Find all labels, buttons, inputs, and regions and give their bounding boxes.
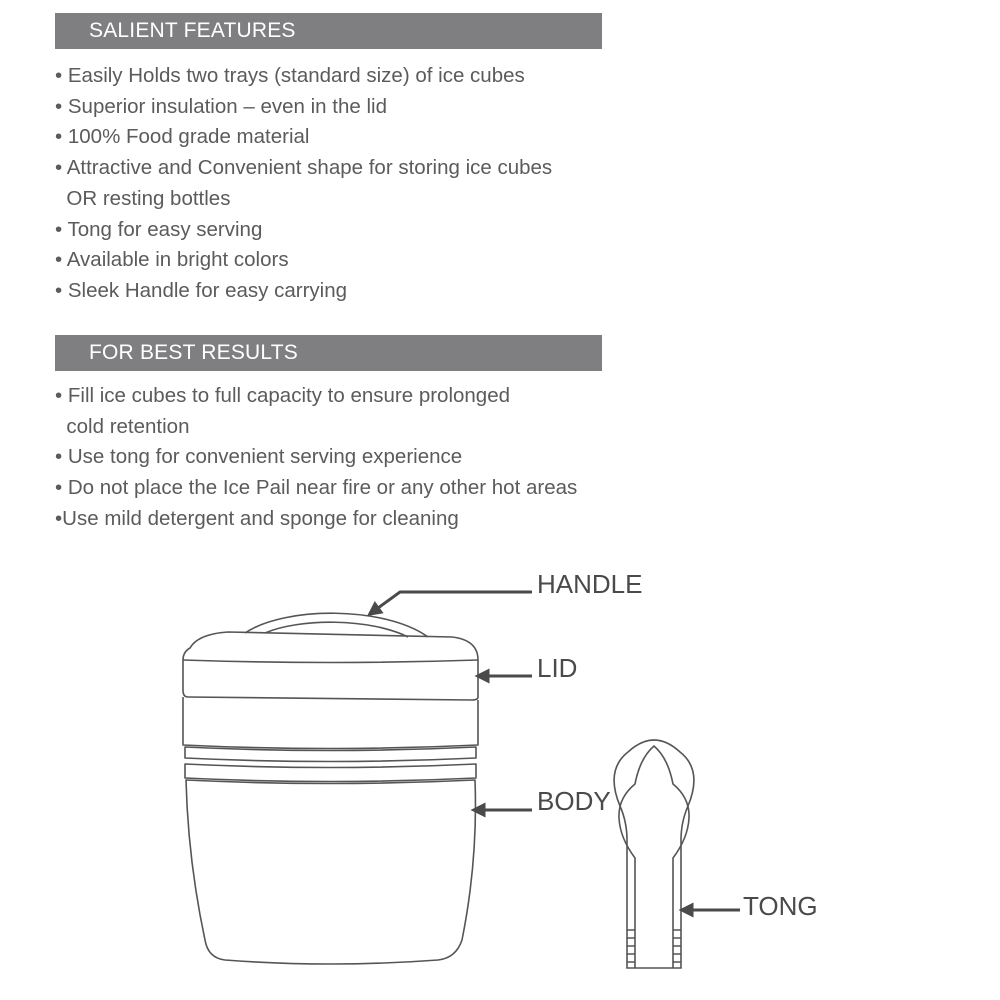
callout-arrows [378, 592, 740, 910]
list-item: • Attractive and Convenient shape for storing ice cubes [55, 156, 553, 180]
body-ring [185, 764, 476, 782]
ice-pail-drawing [183, 613, 478, 964]
lid-rim [183, 660, 478, 663]
list-item: • Do not place the Ice Pail near fire or any other hot areas [55, 476, 578, 500]
body-shape [186, 780, 475, 964]
list-item: • Sleek Handle for easy carrying [55, 278, 348, 302]
handle-label: HANDLE [537, 569, 643, 599]
lid-shape [183, 632, 478, 700]
tong-label: TONG [743, 891, 818, 921]
list-item: • 100% Food grade material [55, 125, 310, 149]
list-item: • Fill ice cubes to full capacity to ensure prolonged [55, 384, 511, 407]
tong-inner [619, 746, 689, 968]
list-item: • Available in bright colors [55, 248, 289, 272]
handle-arrow [378, 592, 532, 608]
list-item: OR resting bottles [55, 186, 231, 210]
body-label: BODY [537, 786, 611, 816]
body-band [183, 697, 478, 749]
list-item: •Use mild detergent and sponge for cleaning [55, 506, 459, 530]
best-results-heading: FOR BEST RESULTS [55, 335, 602, 371]
salient-features-list [55, 61, 552, 307]
tong-outer [614, 740, 694, 968]
ice-pail-diagram [0, 540, 1000, 1000]
best-results-list [55, 381, 577, 535]
list-item: • Use tong for convenient serving experience [55, 445, 463, 469]
list-item: cold retention [55, 414, 190, 438]
list-item: • Tong for easy serving [55, 217, 263, 241]
salient-features-heading: SALIENT FEATURES [55, 13, 602, 49]
tong-drawing [614, 740, 694, 968]
lid-label: LID [537, 653, 578, 683]
list-item: • Superior insulation – even in the lid [55, 94, 387, 118]
list-item: • Easily Holds two trays (standard size) of ice cubes [55, 64, 525, 87]
